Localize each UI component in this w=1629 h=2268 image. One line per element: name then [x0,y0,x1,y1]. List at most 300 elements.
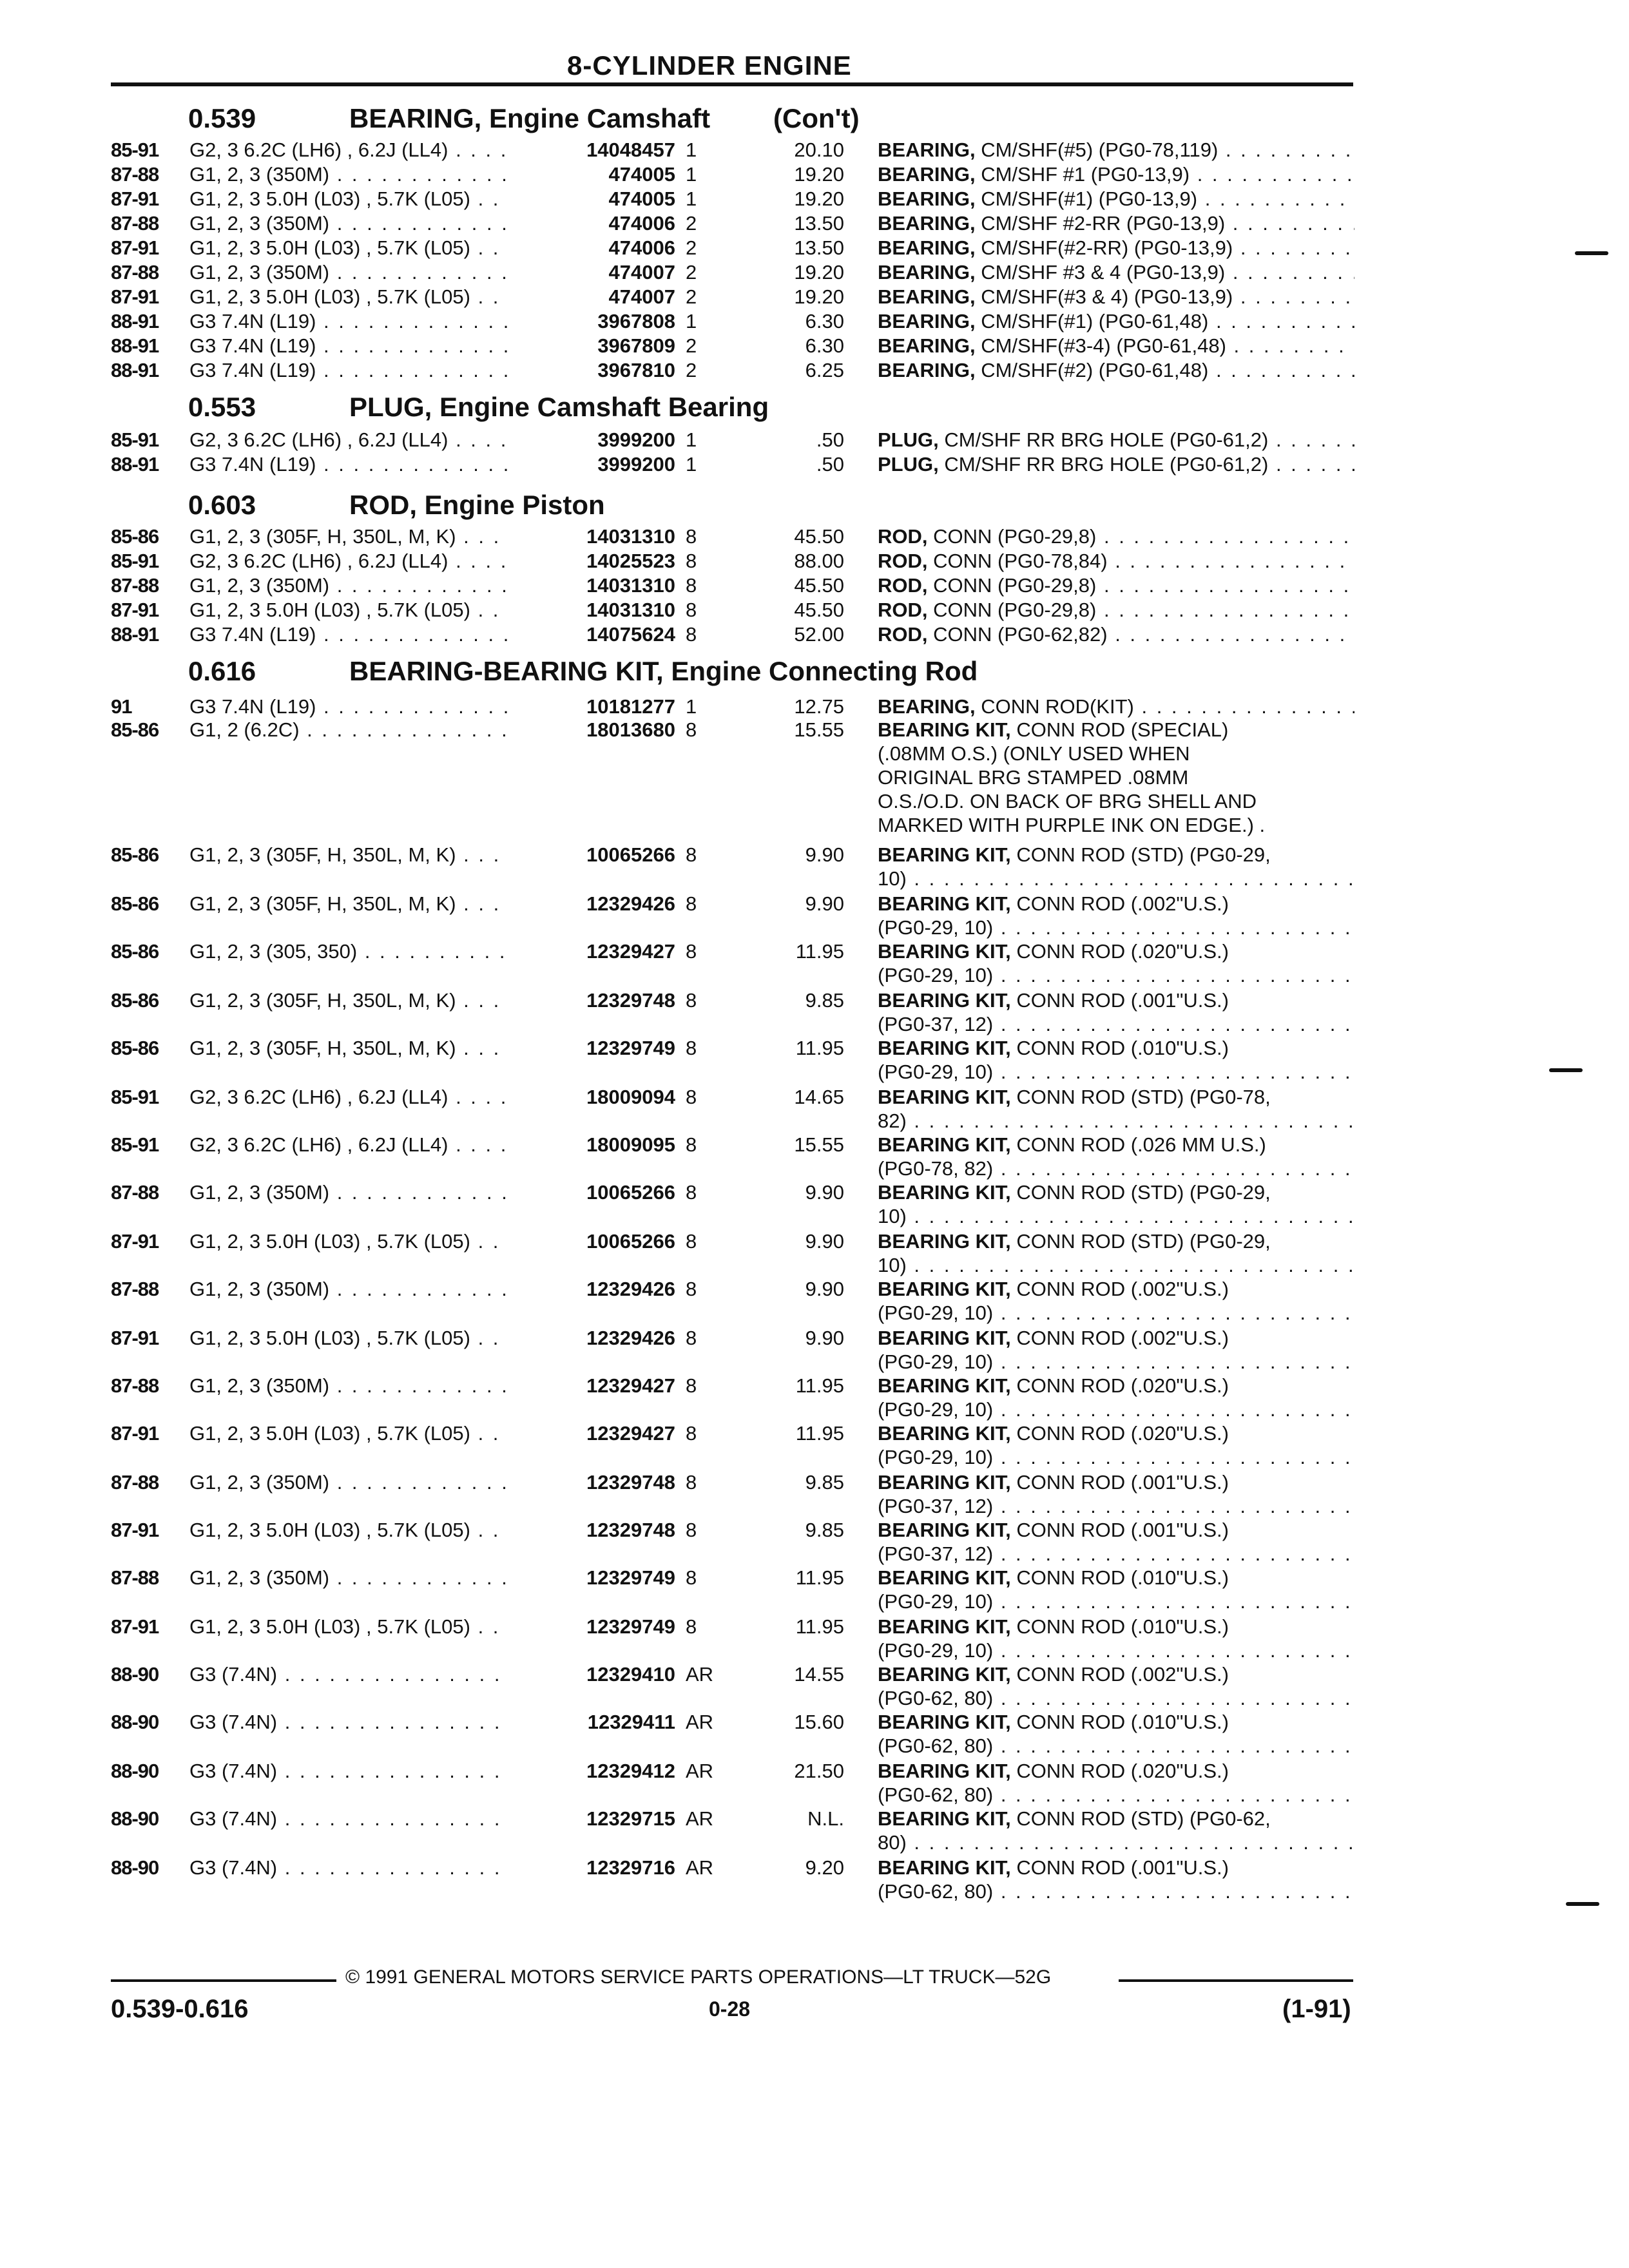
quantity: 8 [686,1519,697,1541]
description-line [878,1494,1354,1518]
description-line [878,1012,1354,1036]
description-keyword: BEARING KIT, [878,989,1011,1012]
application: G1, 2, 3 5.0H (L03) , 5.7K (L05) . . . [189,1518,550,1542]
description-line [878,1856,1354,1879]
description-keyword: BEARING KIT, [878,1181,1011,1204]
description [878,358,1354,382]
price: 9.90 [805,1181,844,1204]
application: G1, 2, 3 5.0H (L03) , 5.7K (L05) . . . [189,1615,550,1639]
description-text: ORIGINAL BRG STAMPED .08MM [878,766,1189,789]
application: G3 7.4N (L19) . . . [189,452,550,476]
description-line [878,334,1354,358]
application: G2, 3 6.2C (LH6) , 6.2J (LL4) . . . [189,1085,550,1109]
description-text: CONN ROD (.010"U.S.) [1016,1615,1229,1638]
description [878,452,1354,476]
margin-mark [1549,1068,1583,1072]
description-line [878,1060,1354,1084]
description [878,598,1354,622]
description [878,622,1354,646]
description-text: CM/SHF(#5) (PG0-78,119) [981,139,1219,161]
part-number: 12329716 [509,1856,675,1879]
part-number: 3967809 [509,334,675,358]
description [878,988,1354,1036]
part-number: 12329412 [509,1759,675,1783]
part-number: 12329411 [509,1710,675,1734]
description-line [878,524,1354,548]
description-keyword: PLUG, [878,453,939,476]
description-line [878,622,1354,646]
part-number: 14025523 [509,549,675,573]
description-text: CM/SHF #2-RR (PG0-13,9) [981,212,1226,235]
description-keyword: BEARING, [878,163,976,186]
part-number: 3967808 [509,309,675,333]
application: G3 (7.4N) . . . [189,1710,550,1734]
description [878,1807,1354,1854]
description-keyword: BEARING KIT, [878,1471,1011,1494]
description-keyword: BEARING KIT, [878,1760,1011,1782]
model-years: 88-90 [111,1663,159,1686]
description [878,1615,1354,1662]
header-rule [111,82,1353,86]
price: 12.75 [794,695,844,718]
description-line [878,1783,1354,1807]
description-line [878,187,1354,211]
part-number: 10065266 [509,843,675,867]
description-line [878,1470,1354,1494]
description-text: CONN ROD (.026 MM U.S.) [1016,1133,1266,1156]
price: 19.20 [794,163,844,186]
price: 11.95 [795,1422,844,1445]
model-years: 85-86 [111,1037,159,1059]
quantity: 8 [686,574,697,597]
description-text: CONN ROD (.002"U.S.) [1016,1327,1229,1349]
description-line [878,1879,1354,1903]
part-number: 12329427 [509,1374,675,1398]
description-text: CONN ROD (.002"U.S.) [1016,1663,1229,1686]
description-line [878,843,1354,867]
description-keyword: BEARING KIT, [878,1327,1011,1349]
page-title: 8-CYLINDER ENGINE [567,50,852,81]
part-number: 474007 [509,260,675,284]
part-number: 12329426 [509,892,675,916]
application: G1, 2, 3 (350M) . . . [189,1470,550,1494]
price: 13.50 [794,236,844,259]
model-years: 87-91 [111,1615,159,1638]
application: G2, 3 6.2C (LH6) , 6.2J (LL4) . . . [189,428,550,452]
price: 9.85 [805,1519,844,1541]
description-text: (PG0-29, 10) [878,964,994,986]
price: 19.20 [794,261,844,284]
description-line [878,1686,1354,1710]
quantity: 8 [686,892,697,915]
part-number: 12329748 [509,1518,675,1542]
description-keyword: BEARING KIT, [878,892,1011,915]
quantity: 8 [686,1133,697,1156]
quantity: 8 [686,1278,697,1300]
description-line [878,1734,1354,1758]
application: G1, 2, 3 5.0H (L03) , 5.7K (L05) . . . [189,187,550,211]
description [878,1518,1354,1566]
part-number: 3967810 [509,358,675,382]
footer-date: (1-91) [1282,1995,1351,2023]
description-text: CM/SHF(#2-RR) (PG0-13,9) [981,236,1233,259]
model-years: 87-91 [111,1327,159,1349]
footer-rule-right [1119,1979,1353,1982]
description [878,1710,1354,1758]
model-years: 85-86 [111,525,159,548]
description-text: 80) [878,1831,907,1854]
price: 15.55 [794,718,844,741]
price: 9.90 [805,1230,844,1253]
model-years: 87-88 [111,212,159,235]
description [878,138,1354,162]
description-line [878,1518,1354,1542]
price: 9.85 [805,1471,844,1494]
description-keyword: ROD, [878,599,928,621]
quantity: 2 [686,285,697,308]
description-text: CONN ROD (.001"U.S.) [1016,1856,1229,1879]
description [878,309,1354,333]
description-line [878,813,1354,837]
price: 9.20 [805,1856,844,1879]
quantity: 8 [686,550,697,572]
application: G1, 2, 3 (350M) . . . [189,1566,550,1590]
description-line [878,742,1354,765]
part-number: 14031310 [509,573,675,597]
quantity: 2 [686,334,697,357]
section-name: BEARING, Engine Camshaft [349,103,711,133]
model-years: 85-91 [111,1133,159,1156]
quantity: 8 [686,940,697,963]
application: G3 7.4N (L19) . . . [189,334,550,358]
description-text: CONN (PG0-29,8) [933,525,1097,548]
price: 88.00 [794,550,844,572]
description [878,162,1354,186]
description [878,236,1354,260]
price: .50 [816,453,844,476]
description-line [878,598,1354,622]
price: 14.65 [794,1086,844,1108]
application: G1, 2, 3 (350M) . . . [189,1180,550,1204]
quantity: 8 [686,1566,697,1589]
description-line [878,1421,1354,1445]
quantity: 2 [686,261,697,284]
quantity: AR [686,1760,714,1782]
description-line [878,1398,1354,1421]
description-text: O.S./O.D. ON BACK OF BRG SHELL AND [878,790,1257,812]
quantity: 1 [686,310,697,332]
description-text: CONN ROD (STD) (PG0-78, [1016,1086,1271,1108]
quantity: 8 [686,599,697,621]
description-text: 10) [878,1254,907,1276]
description-line [878,1036,1354,1060]
description-line [878,1662,1354,1686]
description-text: CM/SHF(#1) (PG0-13,9) [981,187,1198,210]
description-text: CONN ROD(KIT) [981,695,1134,718]
description-line [878,718,1354,742]
application: G1, 2, 3 5.0H (L03) , 5.7K (L05) . . . [189,1326,550,1350]
price: 15.60 [794,1711,844,1733]
description-text: CM/SHF(#2) (PG0-61,48) [981,359,1209,381]
description-line [878,211,1354,235]
description-line [878,1639,1354,1662]
price: 11.95 [795,1037,844,1059]
description-text: CONN ROD (.020"U.S.) [1016,940,1229,963]
quantity: 8 [686,1327,697,1349]
application: G1, 2 (6.2C) . . . [189,718,550,742]
price: 13.50 [794,212,844,235]
price: .50 [816,428,844,451]
description-text: (PG0-29, 10) [878,1302,994,1324]
part-number: 474005 [509,187,675,211]
description-line [878,1542,1354,1566]
description-text: CONN ROD (.001"U.S.) [1016,989,1229,1012]
price: 11.95 [795,1374,844,1397]
description-text: CONN ROD (SPECIAL) [1016,718,1229,741]
application: G1, 2, 3 (305F, H, 350L, M, K) . . . [189,524,550,548]
description-text: MARKED WITH PURPLE INK ON EDGE.) . [878,814,1266,836]
quantity: 1 [686,163,697,186]
description [878,1566,1354,1613]
application: G1, 2, 3 5.0H (L03) , 5.7K (L05) . . . [189,598,550,622]
description-line [878,285,1354,309]
application: G1, 2, 3 (350M) . . . [189,573,550,597]
description-keyword: BEARING KIT, [878,1037,1011,1059]
description-line [878,892,1354,916]
application: G3 7.4N (L19) . . . [189,309,550,333]
description-line [878,573,1354,597]
description-text: CONN (PG0-78,84) [933,550,1108,572]
quantity: 1 [686,139,697,161]
description-line [878,549,1354,573]
model-years: 87-91 [111,285,159,308]
price: 21.50 [794,1760,844,1782]
price: 9.85 [805,989,844,1012]
quantity: 8 [686,843,697,866]
part-number: 12329749 [509,1036,675,1060]
description-line [878,236,1354,260]
quantity: 8 [686,1086,697,1108]
description [878,1326,1354,1374]
description-text: CM/SHF RR BRG HOLE (PG0-61,2) [944,428,1269,451]
description-line [878,309,1354,333]
section-number: 0.553 [188,392,256,422]
description [878,1036,1354,1084]
quantity: 8 [686,1615,697,1638]
quantity: 2 [686,236,697,259]
description-keyword: ROD, [878,550,928,572]
description-line [878,1590,1354,1613]
model-years: 88-91 [111,310,159,332]
price: 9.90 [805,892,844,915]
description-keyword: PLUG, [878,428,939,451]
description-text: (PG0-37, 12) [878,1013,994,1035]
description-line [878,428,1354,452]
description-keyword: BEARING KIT, [878,1615,1011,1638]
section-heading [188,103,860,134]
description-keyword: BEARING KIT, [878,1566,1011,1589]
application: G1, 2, 3 (350M) . . . [189,260,550,284]
application: G2, 3 6.2C (LH6) , 6.2J (LL4) . . . [189,549,550,573]
description-keyword: BEARING, [878,285,976,308]
part-number: 12329426 [509,1277,675,1301]
description-text: CM/SHF(#3 & 4) (PG0-13,9) [981,285,1233,308]
section-name: PLUG, Engine Camshaft Bearing [349,392,769,422]
application: G1, 2, 3 5.0H (L03) , 5.7K (L05) . . . [189,1229,550,1253]
description-text: (PG0-29, 10) [878,916,994,939]
part-number: 12329749 [509,1615,675,1639]
description-text: CONN ROD (STD) (PG0-29, [1016,843,1271,866]
price: 6.30 [805,310,844,332]
description-line [878,1710,1354,1734]
description [878,718,1354,837]
footer-rule-left [111,1979,336,1982]
description-line [878,916,1354,939]
description-line [878,765,1354,789]
model-years: 88-90 [111,1711,159,1733]
quantity: 2 [686,359,697,381]
footer-page-number: 0-28 [709,1997,751,2021]
model-years: 87-91 [111,1422,159,1445]
model-years: 88-91 [111,623,159,646]
part-number: 14031310 [509,598,675,622]
description-text: CONN ROD (.001"U.S.) [1016,1471,1229,1494]
description-text: (PG0-78, 82) [878,1157,994,1180]
description-keyword: ROD, [878,574,928,597]
part-number: 18009095 [509,1133,675,1157]
part-number: 10065266 [509,1229,675,1253]
price: 45.50 [794,574,844,597]
quantity: AR [686,1856,714,1879]
quantity: 8 [686,525,697,548]
footer-copyright: © 1991 GENERAL MOTORS SERVICE PARTS OPERATIONS—LT TRUCK—52G [345,1966,1052,1988]
part-number: 12329748 [509,1470,675,1494]
description-keyword: BEARING, [878,187,976,210]
description-line [878,1445,1354,1469]
model-years: 88-90 [111,1760,159,1782]
description-text: CONN (PG0-62,82) [933,623,1108,646]
model-years: 85-91 [111,550,159,572]
description-line [878,1229,1354,1253]
description-text: CM/SHF(#1) (PG0-61,48) [981,310,1209,332]
section-heading [188,392,769,423]
section-heading [188,656,978,687]
part-number: 10065266 [509,1180,675,1204]
description-text: (PG0-29, 10) [878,1350,994,1373]
section-heading [188,490,605,521]
part-number: 14075624 [509,622,675,646]
model-years: 87-91 [111,1230,159,1253]
model-years: 88-90 [111,1807,159,1830]
application: G1, 2, 3 (350M) . . . [189,1374,550,1398]
quantity: 8 [686,989,697,1012]
description-keyword: BEARING, [878,334,976,357]
description-line [878,1831,1354,1854]
description-line [878,939,1354,963]
price: 6.30 [805,334,844,357]
price: N.L. [807,1807,844,1830]
description-line [878,1301,1354,1325]
quantity: AR [686,1663,714,1686]
description-line [878,1204,1354,1228]
model-years: 85-86 [111,989,159,1012]
description-text: CONN ROD (STD) (PG0-29, [1016,1181,1271,1204]
description-text: CM/SHF RR BRG HOLE (PG0-61,2) [944,453,1269,476]
description-text: (PG0-62, 80) [878,1735,994,1757]
description-text: 10) [878,867,907,890]
quantity: 8 [686,1181,697,1204]
description-text: CONN ROD (.002"U.S.) [1016,1278,1229,1300]
quantity: 8 [686,1374,697,1397]
description-text: (PG0-62, 80) [878,1783,994,1806]
description-line [878,1566,1354,1590]
price: 6.25 [805,359,844,381]
description-text: 82) [878,1110,907,1132]
part-number: 18013680 [509,718,675,742]
model-years: 85-86 [111,892,159,915]
description-text: (PG0-29, 10) [878,1398,994,1421]
description-keyword: ROD, [878,623,928,646]
description [878,549,1354,573]
application: G3 (7.4N) . . . [189,1807,550,1831]
description-keyword: BEARING KIT, [878,843,1011,866]
part-number: 14031310 [509,524,675,548]
description-line [878,1326,1354,1350]
description-line [878,1133,1354,1157]
description-keyword: BEARING KIT, [878,1374,1011,1397]
price: 15.55 [794,1133,844,1156]
description-keyword: ROD, [878,525,928,548]
section-number: 0.603 [188,490,256,520]
model-years: 87-91 [111,599,159,621]
model-years: 87-91 [111,1519,159,1541]
application: G1, 2, 3 (305F, H, 350L, M, K) . . . [189,1036,550,1060]
description-text: (PG0-29, 10) [878,1590,994,1613]
description-keyword: BEARING KIT, [878,1086,1011,1108]
model-years: 87-91 [111,187,159,210]
description [878,695,1354,718]
description [878,1085,1354,1133]
quantity: 2 [686,212,697,235]
description-text: CM/SHF(#3-4) (PG0-61,48) [981,334,1226,357]
description-text: (PG0-37, 12) [878,1542,994,1565]
description-line [878,260,1354,284]
part-number: 12329426 [509,1326,675,1350]
application: G1, 2, 3 (350M) . . . [189,162,550,186]
section-continued: (Con't) [773,103,860,133]
description-text: CONN ROD (.010"U.S.) [1016,1711,1229,1733]
description [878,1421,1354,1469]
description-keyword: BEARING KIT, [878,718,1011,741]
price: 11.95 [795,940,844,963]
section-name: ROD, Engine Piston [349,490,605,520]
description [878,428,1354,452]
description-line [878,988,1354,1012]
application: G2, 3 6.2C (LH6) , 6.2J (LL4) . . . [189,138,550,162]
quantity: 1 [686,695,697,718]
description-text: CONN ROD (.001"U.S.) [1016,1519,1229,1541]
description-text: (PG0-37, 12) [878,1495,994,1517]
part-number: 3999200 [509,428,675,452]
description-text: (PG0-29, 10) [878,1061,994,1083]
description [878,1133,1354,1180]
application: G3 7.4N (L19) . . . [189,695,550,718]
description-line [878,138,1354,162]
description-line [878,1350,1354,1374]
quantity: 8 [686,1037,697,1059]
description-keyword: BEARING, [878,695,976,718]
part-number: 14048457 [509,138,675,162]
